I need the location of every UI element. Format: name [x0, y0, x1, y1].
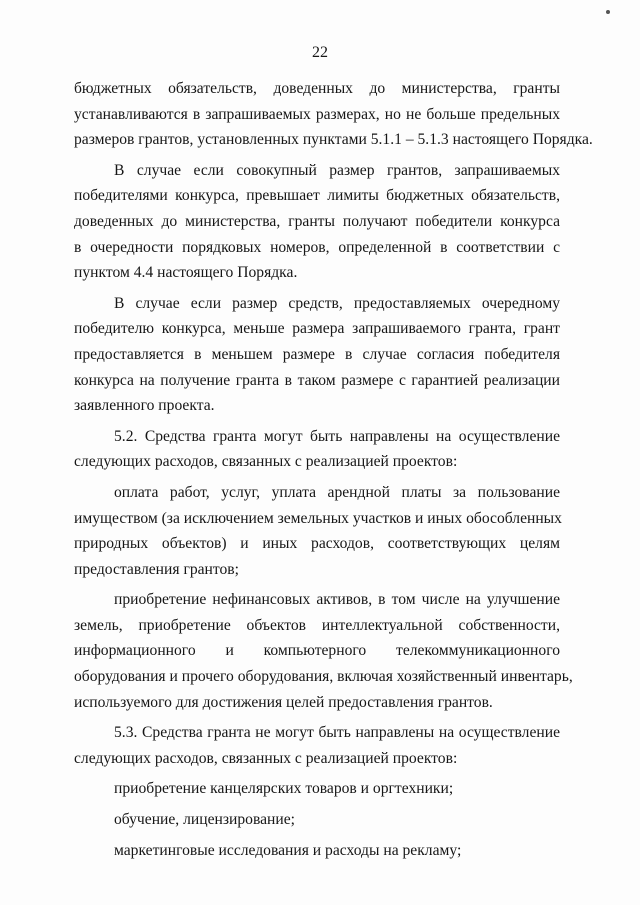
text-line: В случае если совокупный размер грантов, запрашиваемых	[114, 161, 560, 179]
text-line: бюджетных обязательств, доведенных до министерства, гранты	[74, 80, 560, 97]
text-line: победителю конкурса, меньше размера запрашиваемого гранта, грант	[74, 320, 560, 338]
text-line: следующих расходов, связанных с реализацией проектов:	[74, 749, 458, 767]
paragraph	[74, 838, 560, 864]
paragraph	[74, 807, 560, 833]
paragraph	[74, 587, 573, 715]
text-line: земель, приобретение объектов интеллектуальной собственности,	[74, 616, 560, 634]
text-line: используемого для достижения целей предоставления грантов.	[74, 693, 493, 711]
paragraph	[74, 720, 560, 771]
scan-speck	[606, 10, 610, 14]
text-line: предоставления грантов;	[74, 560, 240, 578]
text-line: в очередности порядковых номеров, определенной в соответствии с	[74, 238, 560, 256]
text-line: доведенных до министерства, гранты получают победители конкурса	[74, 212, 560, 230]
paragraph	[74, 480, 560, 582]
text-line: пунктом 4.4 настоящего Порядка.	[74, 264, 298, 282]
text-line: приобретение нефинансовых активов, в том числе на улучшение	[114, 591, 560, 609]
text-line: оплата работ, услуг, уплата арендной платы за пользование	[114, 483, 560, 501]
text-line: обучение, лицензирование;	[114, 811, 295, 829]
text-line: В случае если размер средств, предоставляемых очередному	[114, 294, 560, 312]
text-line: приобретение канцелярских товаров и оргтехники;	[114, 780, 454, 798]
text-line: следующих расходов, связанных с реализацией проектов:	[74, 453, 458, 471]
paragraph	[74, 424, 560, 475]
text-line: оборудования и прочего оборудования, включая хозяйственный инвентарь,	[74, 668, 573, 686]
paragraph	[74, 76, 593, 153]
text-line: 5.2. Средства гранта могут быть направлены на осуществление	[114, 427, 560, 445]
text-line: устанавливаются в запрашиваемых размерах, но не больше предельных	[74, 105, 560, 123]
text-line: победителями конкурса, превышает лимиты бюджетных обязательств,	[74, 187, 560, 205]
text-line: предоставляется в меньшем размере в случае согласия победителя	[74, 345, 560, 363]
text-line: заявленного проекта.	[74, 397, 215, 415]
text-line: 5.3. Средства гранта не могут быть направлены на осуществление	[114, 724, 560, 742]
paragraph	[74, 291, 560, 419]
text-line: имуществом (за исключением земельных участков и иных обособленных	[74, 509, 562, 527]
paragraph	[74, 776, 560, 802]
paragraph	[74, 158, 560, 286]
text-line: размеров грантов, установленных пунктами 5.1.1 – 5.1.3 настоящего Порядка.	[74, 131, 593, 149]
text-line: конкурса на получение гранта в таком размере с гарантией реализации	[74, 371, 560, 389]
text-line: природных объектов) и иных расходов, соответствующих целям	[74, 535, 560, 553]
text-line: маркетинговые исследования и расходы на рекламу;	[114, 841, 462, 859]
text-line: информационного и компьютерного телекоммуникационного	[74, 642, 560, 660]
page-number: 22	[312, 44, 328, 61]
document-body	[74, 76, 593, 863]
